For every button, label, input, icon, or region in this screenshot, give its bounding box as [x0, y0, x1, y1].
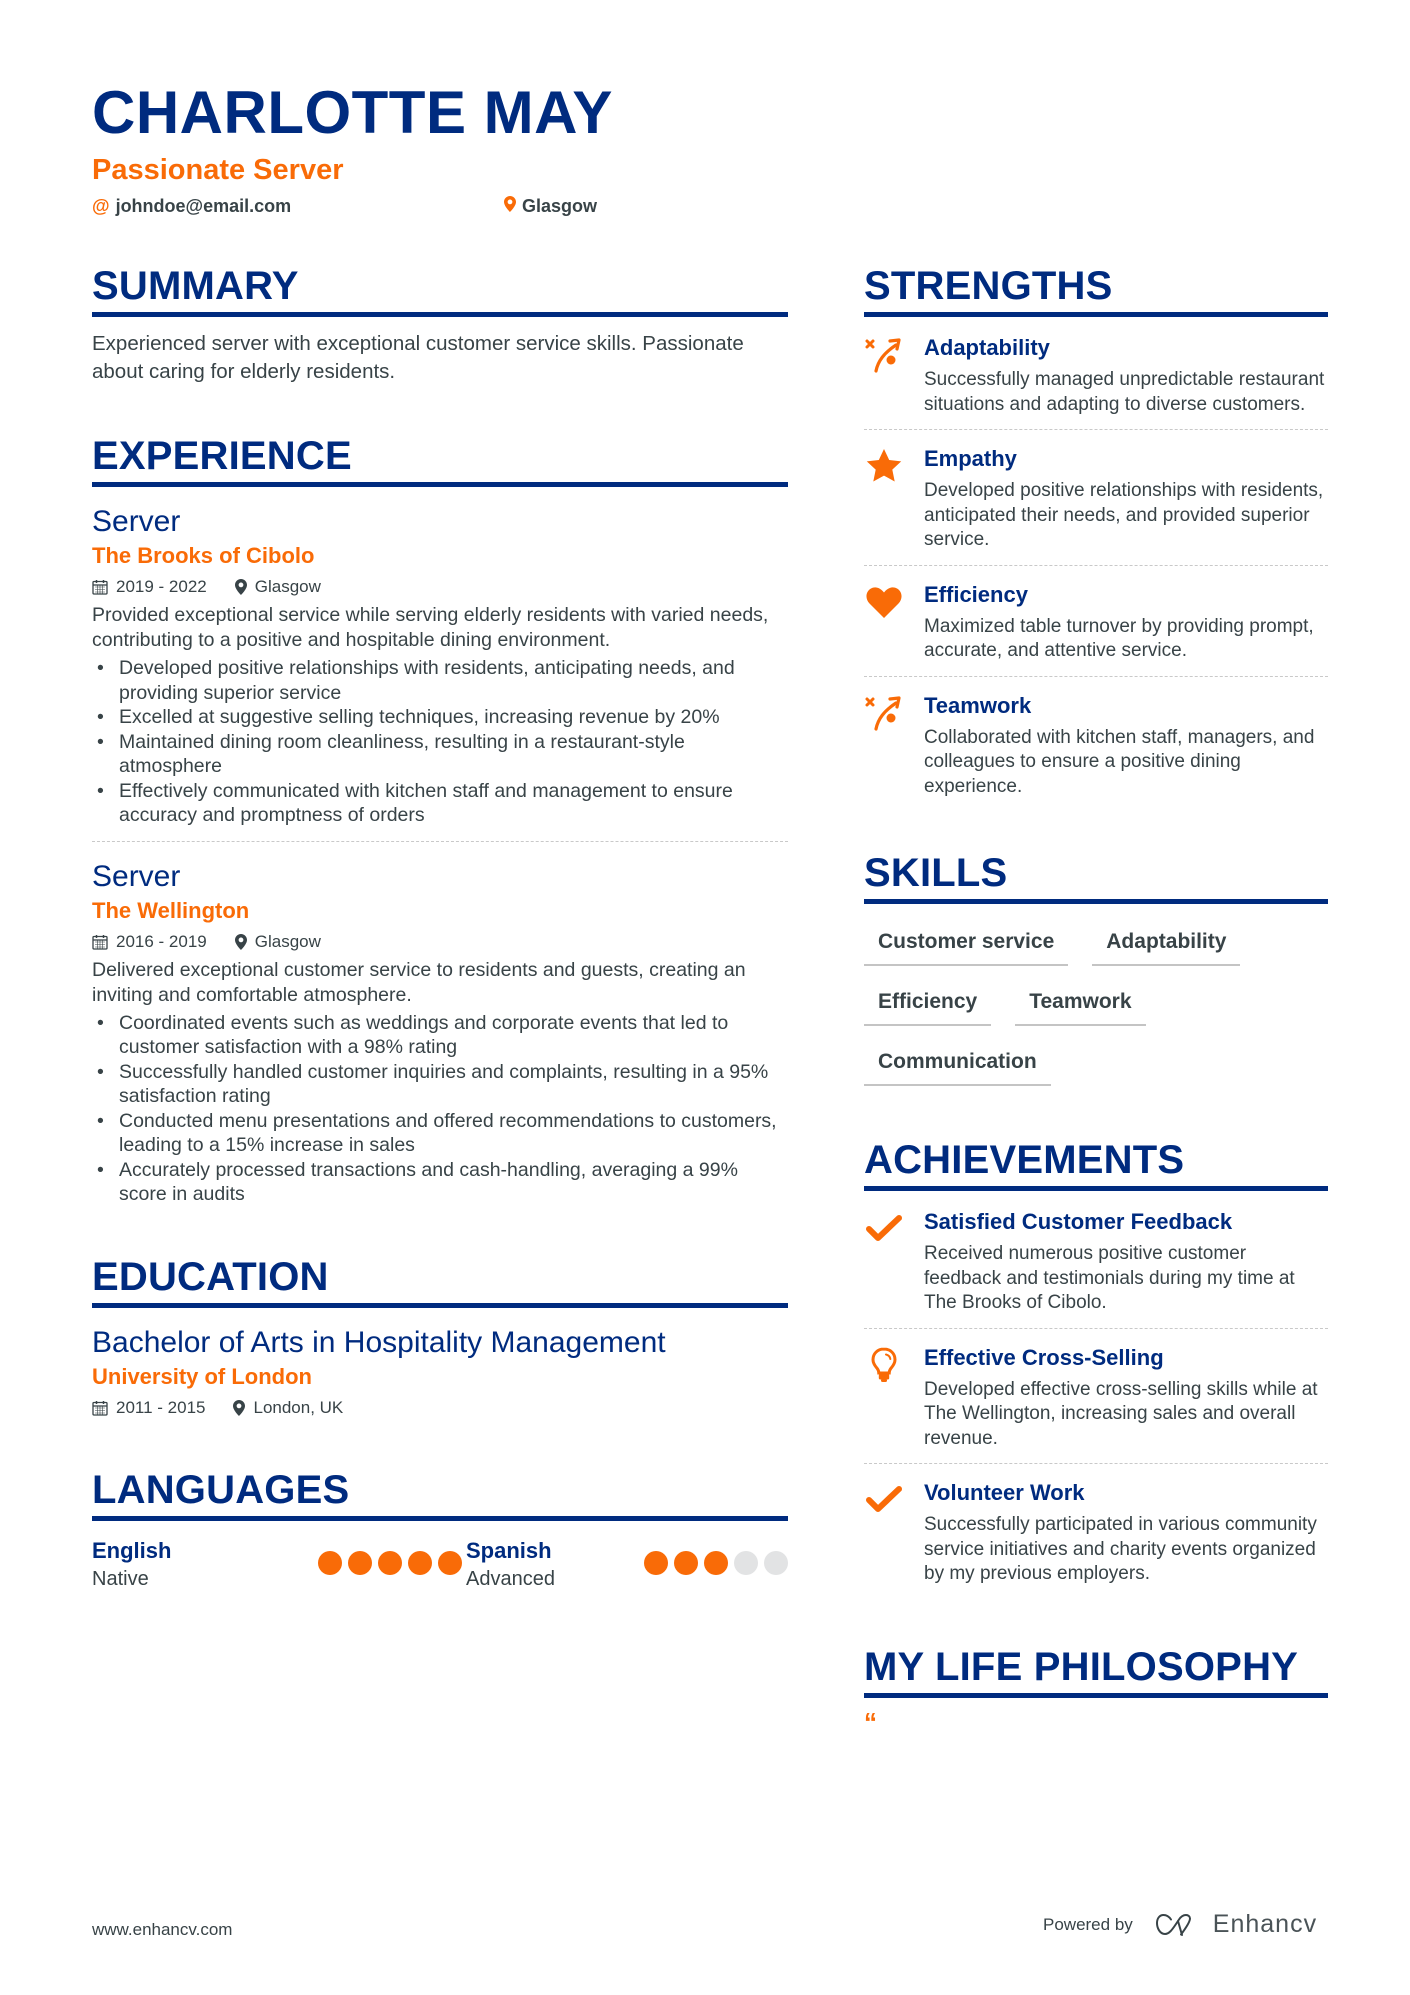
education-location: London, UK [233, 1396, 343, 1420]
job-entry [92, 503, 788, 841]
education-dates: 2011 - 2015 [92, 1396, 205, 1420]
location-text: Glasgow [522, 196, 598, 216]
section-heading-skills: SKILLS [864, 849, 1328, 904]
lightbulb-icon [864, 1345, 904, 1385]
education-section [92, 1253, 788, 1420]
strength-item [864, 677, 1328, 812]
bullet-item: • Conducted menu presentations and offered recommendations to customers, leading to a 15% increase in sales [92, 1109, 788, 1158]
company-name: The Brooks of Cibolo [92, 543, 315, 568]
section-heading-philosophy: MY LIFE PHILOSOPHY [864, 1643, 1328, 1698]
language-name: English [92, 1537, 172, 1563]
job-description: Delivered exceptional customer service to residents and guests, creating an inviting and comfortable atmosphere. [92, 958, 746, 1006]
language-rating [318, 1551, 462, 1593]
skill-tag: Communication [864, 1038, 1051, 1086]
strength-desc: Developed positive relationships with residents, anticipated their needs, and provided superior service. [924, 480, 1324, 550]
section-heading-achievements: ACHIEVEMENTS [864, 1136, 1328, 1191]
achievement-title: Satisfied Customer Feedback [924, 1209, 1233, 1234]
language-level: Advanced [466, 1567, 555, 1590]
rating-dot-empty [764, 1551, 788, 1575]
language-rating [644, 1551, 788, 1593]
language-level: Native [92, 1567, 149, 1590]
rating-dot-filled [348, 1551, 372, 1575]
skills-list [864, 918, 1328, 1086]
company-name: The Wellington [92, 897, 250, 923]
bullet-item: • Excelled at suggestive selling techniques, increasing revenue by 20% [92, 705, 788, 730]
rating-dot-filled [408, 1551, 432, 1575]
job-bullets [92, 656, 788, 828]
bullet-item: • Developed positive relationships with residents, anticipating needs, and providing superior service [92, 656, 788, 705]
section-heading-strengths: STRENGTHS [864, 262, 1328, 317]
left-column [92, 262, 788, 1593]
rating-dot-filled [674, 1551, 698, 1575]
job-location: Glasgow [235, 575, 321, 599]
bullet-item: • Effectively communicated with kitchen staff and management to ensure accuracy and promptness of orders [92, 779, 788, 828]
map-pin-icon [233, 1400, 245, 1416]
job-title: Server [92, 859, 181, 893]
skill-tag: Teamwork [1015, 978, 1145, 1026]
map-pin-icon [504, 195, 516, 217]
bullet-item: • Successfully handled customer inquiries and complaints, resulting in a 95% satisfaction rating [92, 1060, 788, 1109]
section-heading-experience: EXPERIENCE [92, 432, 788, 487]
strength-title: Efficiency [924, 581, 1028, 607]
calendar-icon [92, 579, 108, 595]
strength-title: Teamwork [924, 692, 1032, 718]
candidate-name: CHARLOTTE MAY [92, 79, 613, 146]
map-pin-icon [235, 934, 247, 950]
right-column [864, 262, 1328, 1737]
language-name: Spanish [466, 1537, 552, 1563]
footer-branding[interactable] [1043, 1910, 1317, 1939]
rating-dot-filled [438, 1551, 462, 1575]
achievement-title: Effective Cross-Selling [924, 1344, 1164, 1370]
achievement-desc: Successfully participated in various community service initiatives and charity events organized by my previous employers. [924, 1514, 1317, 1584]
strength-item [864, 430, 1328, 565]
school-name: University of London [92, 1363, 312, 1389]
calendar-icon [92, 1400, 108, 1416]
bullet-item: • Coordinated events such as weddings and corporate events that led to customer satisfaction with a 98% rating [92, 1011, 788, 1060]
achievement-desc: Developed effective cross-selling skills while at The Wellington, increasing sales and overall revenue. [924, 1378, 1318, 1449]
achievement-title: Volunteer Work [924, 1480, 1085, 1505]
languages-section [92, 1466, 788, 1593]
summary-text: Experienced server with exceptional customer service skills. Passionate about caring for elderly residents. [92, 332, 744, 383]
experience-section [92, 432, 788, 1207]
strength-desc: Maximized table turnover by providing prompt, accurate, and attentive service. [924, 615, 1314, 661]
strength-desc: Successfully managed unpredictable restaurant situations and adapting to diverse customers. [924, 369, 1325, 415]
skill-tag: Customer service [864, 918, 1068, 966]
skill-tag: Efficiency [864, 978, 991, 1026]
heart-icon [864, 582, 904, 622]
philosophy-section [864, 1643, 1328, 1737]
enhancv-logo-icon [1155, 1913, 1201, 1937]
job-meta [92, 575, 788, 599]
rating-dot-filled [704, 1551, 728, 1575]
education-entry [92, 1324, 788, 1420]
rating-dot-filled [378, 1551, 402, 1575]
footer-website-link[interactable]: www.enhancv.com [92, 1920, 233, 1939]
achievement-desc: Received numerous positive customer feedback and testimonials during my time at The Brooks of Cibolo. [924, 1243, 1295, 1313]
job-entry [92, 858, 788, 1207]
brand-name: Enhancv [1212, 1910, 1318, 1938]
quote-icon: “ [864, 1706, 877, 1737]
job-bullets [92, 1011, 788, 1207]
achievement-item [864, 1191, 1328, 1328]
education-meta [92, 1396, 788, 1420]
job-meta [92, 930, 788, 954]
check-icon [864, 1209, 904, 1249]
language-item [92, 1537, 466, 1593]
email-text: johndoe@email.com [115, 196, 292, 216]
achievement-item [864, 1464, 1328, 1599]
job-description: Provided exceptional service while serving elderly residents with varied needs, contributing to a positive and hospitable dining environment. [92, 604, 769, 651]
job-title: Server [92, 505, 181, 538]
rating-dot-filled [644, 1551, 668, 1575]
powered-by-label: Powered by [1043, 1914, 1133, 1934]
star-icon [864, 446, 904, 486]
enhancv-logo [1155, 1910, 1317, 1939]
bullet-item: • Maintained dining room cleanliness, resulting in a restaurant-style atmosphere [92, 730, 788, 779]
section-heading-summary: SUMMARY [92, 262, 788, 317]
contact-email[interactable] [92, 195, 291, 217]
language-item [466, 1537, 788, 1593]
strength-desc: Collaborated with kitchen staff, managers, and colleagues to ensure a positive dining experience. [924, 726, 1315, 797]
section-heading-education: EDUCATION [92, 1253, 788, 1308]
strengths-section [864, 262, 1328, 811]
check-icon [864, 1480, 904, 1520]
achievements-section [864, 1136, 1328, 1599]
candidate-title: Passionate Server [92, 154, 344, 186]
skills-section [864, 849, 1328, 1086]
strength-title: Empathy [924, 446, 1017, 471]
achievement-item [864, 1329, 1328, 1464]
languages-list [92, 1537, 788, 1593]
degree: Bachelor of Arts in Hospitality Management [92, 1325, 666, 1359]
job-dates: 2016 - 2019 [92, 930, 207, 954]
strength-item [864, 566, 1328, 676]
strategy-icon [864, 693, 904, 733]
strength-title: Adaptability [924, 335, 1050, 360]
divider [92, 841, 788, 842]
skill-tag: Adaptability [1092, 918, 1240, 966]
bullet-item: • Accurately processed transactions and cash-handling, averaging a 99% score in audits [92, 1158, 788, 1207]
map-pin-icon [235, 579, 247, 595]
rating-dot-empty [734, 1551, 758, 1575]
calendar-icon [92, 934, 108, 950]
job-dates: 2019 - 2022 [92, 575, 207, 599]
summary-section [92, 262, 788, 386]
strategy-icon [864, 335, 904, 375]
strength-item [864, 317, 1328, 429]
contact-location [504, 195, 597, 217]
section-heading-languages: LANGUAGES [92, 1466, 788, 1521]
at-icon: @ [92, 196, 110, 216]
job-location: Glasgow [235, 930, 321, 954]
rating-dot-filled [318, 1551, 342, 1575]
